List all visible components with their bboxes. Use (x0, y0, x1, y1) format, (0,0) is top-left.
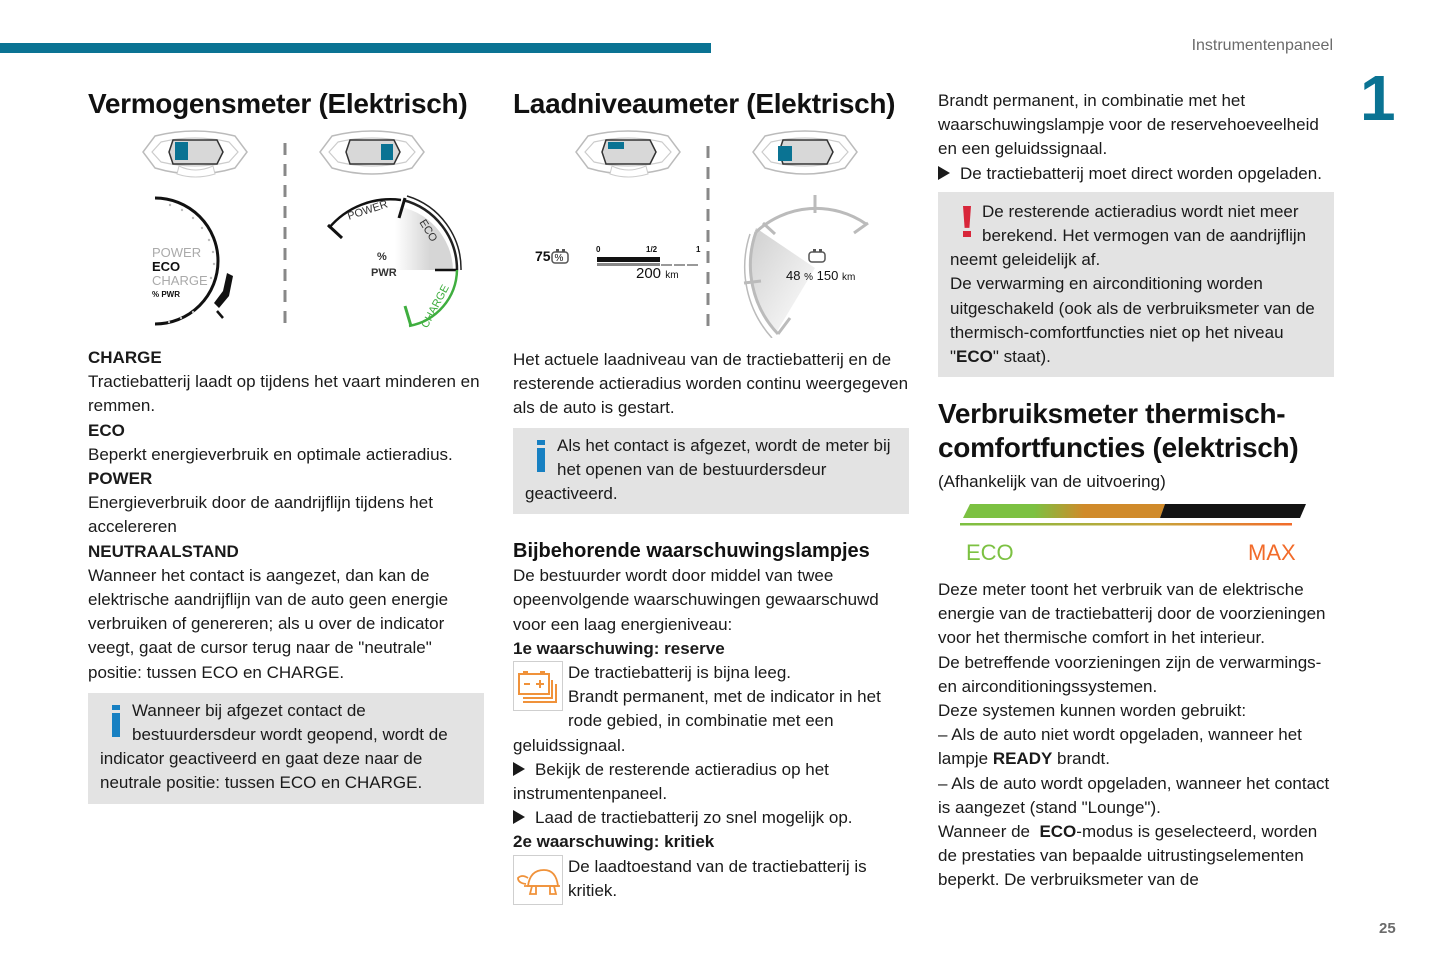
warning2-block (513, 855, 909, 903)
power-meter-terms (88, 346, 484, 804)
svg-text:POWER: POWER (152, 245, 202, 260)
svg-text:ECO: ECO (152, 259, 181, 274)
charge-meter-content (513, 348, 909, 905)
arrow-bullet-icon (513, 810, 525, 824)
warning-note-text1: De resterende actieradius wordt niet meer berekend. Het vermogen van de aandrijflijn neemt geleidelijk af. (950, 201, 1307, 270)
instrument-cluster-icon-left (143, 131, 247, 177)
thermal-para1: Deze meter toont het verbruik van de elektrische energie van de tractiebatterij door de voorzieningen voor het thermische comfort in het interieur. (938, 580, 1326, 648)
charge-meter-intro: Het actuele laadniveau van de tractiebatterij en de resterende actieradius worden continu weergegeven als de auto is gestart. (513, 350, 909, 418)
warning2-title: 2e waarschuwing: kritiek (513, 832, 715, 852)
left-range: 200 km (636, 265, 679, 282)
thermal-dash1: – Als de auto niet wordt opgeladen, wanneer het lampje READY brandt. (938, 725, 1302, 769)
thermal-meter-content (938, 578, 1334, 893)
term-charge-desc: Tractiebatterij laadt op tijdens het vaart minderen en remmen. (88, 372, 480, 416)
svg-text:PWR: PWR (371, 267, 397, 279)
warnings-intro: De bestuurder wordt door middel van twee opeenvolgende waarschuwingen gewaarschuwd voor een laag energieniveau: (513, 566, 879, 634)
svg-text:% PWR: % PWR (152, 290, 180, 299)
info-note-text: Als het contact is afgezet, wordt de meter bij het openen van de bestuurdersdeur geactiveerd. (525, 435, 891, 504)
warning1-bullet1: Bekijk de resterende actieradius op het instrumentenpaneel. (513, 759, 829, 804)
turtle-icon (513, 855, 563, 905)
thermal-para4: Wanneer de ECO-modus is geselecteerd, worden de prestaties van bepaalde uitrustingselementen beperkt. De verbruiksmeter van de (938, 822, 1318, 890)
warning1-title: 1e waarschuwing: reserve (513, 638, 725, 658)
arrow-bullet-icon (938, 166, 950, 180)
battery-reserve-icon (513, 661, 563, 711)
critical-bullet: De tractiebatterij moet direct worden opgeladen. (938, 162, 1334, 186)
running-header: Instrumentenpaneel (1191, 37, 1333, 54)
term-eco-desc: Beperkt energieverbruik en optimale actieradius. (88, 444, 453, 464)
term-neutral: NEUTRAALSTAND (88, 541, 239, 561)
instrument-cluster-icon-right (753, 131, 857, 174)
thermal-gauge-bar (960, 500, 1310, 530)
info-note-power-meter (88, 693, 484, 804)
instrument-cluster-icon-left (576, 131, 680, 177)
gauge-label-eco: ECO (966, 540, 1014, 565)
term-eco: ECO (88, 420, 125, 440)
thermal-para2: De betreffende voorzieningen zijn de verwarmings- en airconditioningssystemen. (938, 652, 1322, 696)
info-icon (100, 699, 132, 747)
term-power-desc: Energieverbruik door de aandrijflijn tijdens het accelereren (88, 493, 433, 537)
section-title-charge-meter: Laadniveaumeter (Elektrisch) (513, 88, 896, 119)
term-power: POWER (88, 469, 153, 489)
left-charge-percent: 75 % (535, 248, 564, 264)
warning1-block (513, 661, 909, 758)
svg-text:ECO: ECO (416, 217, 440, 245)
warning-note-text2: De verwarming en airconditioning worden uitgeschakeld (ook als de verbruiksmeter van de thermisch-comfortfuncties niet op het niveau "ECO" staat). (950, 274, 1315, 367)
svg-text:CHARGE: CHARGE (152, 273, 208, 288)
section-title-power-meter: Vermogensmeter (Elektrisch) (88, 88, 468, 119)
warnings-subtitle: Bijbehorende waarschuwingslampjes (513, 540, 870, 563)
thermal-meter-subtitle: (Afhankelijk van de uitvoering) (938, 472, 1166, 491)
critical-warning-content (938, 89, 1334, 377)
power-meter-figure (135, 128, 485, 338)
svg-text:CHARGE: CHARGE (419, 282, 452, 331)
term-neutral-desc: Wanneer het contact is aangezet, dan kan de elektrische aandrijflijn van de auto geen energie verbruiken of genereren; als u over de indicator veegt, gaat de cursor terug naar de "neutrale" positie: tussen ECO en CHARGE. (88, 565, 449, 682)
page-number: 25 (1379, 920, 1396, 937)
warning1-text1: De tractiebatterij is bijna leeg. (568, 663, 792, 683)
thermal-dash2: – Als de auto wordt opgeladen, wanneer het contact is aangezet (stand "Lounge"). (938, 773, 1330, 817)
charge-meter-illustration (520, 128, 880, 338)
term-charge: CHARGE (88, 348, 162, 367)
charge-meter-figure: 75 % 0 1/2 1 200 km 48 % 150 km (520, 128, 880, 338)
exclamation-icon (950, 200, 982, 248)
info-icon (525, 434, 557, 482)
warning2-text: De laadtoestand van de tractiebatterij is kritiek. (568, 856, 867, 900)
thermal-consumption-gauge (960, 500, 1310, 570)
arrow-bullet-icon (513, 762, 525, 776)
gauge-label-max: MAX (1248, 540, 1296, 565)
power-meter-illustration (135, 128, 485, 338)
svg-text:POWER: POWER (346, 198, 390, 223)
right-charge-readout: 48 % 150 km (786, 268, 856, 283)
section-title-thermal-meter: Verbruiksmeter thermisch-comfortfuncties (elektrisch) (938, 398, 1299, 463)
header-accent-bar (0, 43, 711, 53)
svg-text:%: % (377, 251, 387, 263)
info-note-text: Wanneer bij afgezet contact de bestuurdersdeur wordt geopend, wordt de indicator geactiveerd en gaat deze naar de neutrale positie: tussen ECO en CHARGE. (100, 700, 448, 793)
warning-note (938, 192, 1334, 377)
chapter-number: 1 (1360, 62, 1396, 134)
instrument-cluster-icon-right (320, 131, 424, 174)
warning1-text2: Brandt permanent, met de indicator in het rode gebied, in combinatie met een geluidssignaal. (513, 687, 881, 755)
warning1-bullet2: Laad de tractiebatterij zo snel mogelijk op. (513, 806, 909, 830)
info-note-charge-meter (513, 428, 909, 515)
thermal-para3: Deze systemen kunnen worden gebruikt: (938, 701, 1247, 721)
critical-intro: Brandt permanent, in combinatie met het waarschuwingslampje voor de reservehoeveelheid en een geluidssignaal. (938, 91, 1319, 159)
